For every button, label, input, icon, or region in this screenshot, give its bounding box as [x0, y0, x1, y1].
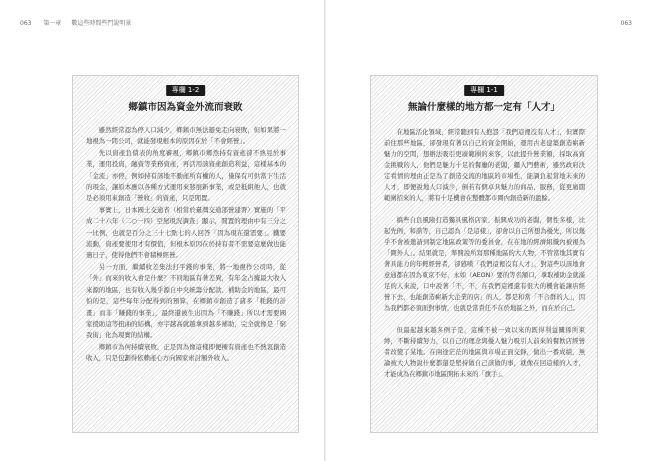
column-box-right — [370, 75, 598, 433]
paragraph: 在地區活化領域，經常聽到有人抱怨「我們這裡沒有人才」，但實際前往那些地區，卻發現有著以自己的資金開始，運用古老建築創造嶄新魅力的空間，想辦法吸引更廣範圍的來客，以此提升營業額，採取高資金挑戰的人，他們是魅力十足的餐廳的老闆，攝入門藝術，雖然政府決定看情的理由正是為了創造交流的地區的市場性，能調負起當地未來的人才，即便說地人口減少，倒若有個卓具魅力的商品、服務，從更廣闊範圍招來的人，將有十足機會在整體都市圈內創造新的盈餘。 — [384, 129, 585, 202]
chapter-title: 數這些時間些門說明景 — [71, 20, 132, 27]
paragraph: 先以資產負債表的角度審視，鄉鎮市鄉然持有資產卻不熟見於事業，運用投資，融資等業務資產，再活用該資產創造利益，這樣基本的「金流」亦停，例如持有該地不動產所有權的人，僅保有可供當下生活的現金，讓原本應以各種方式運用來發展新事業，或是抵組他人，也就是必須用來創造「營收」的資產，只是閒置。 — [86, 148, 286, 203]
paragraph: 雖然經常認為停人口減少，鄉鎮市無法避免走向衰敗，但如果將一地視為一間公司，就能發現根本的原因在於「不會經營」。 — [86, 126, 286, 146]
chapter-label: 第一章 — [43, 20, 62, 27]
paragraph: 搞些自負風險打造獨具風格店家、振興成功的老闆，個性多樣，比起先例，和諧等，自己認為「是這樣」，卻會以自己所想為優先，所以幾乎不會被邀請到制定地區政策等的委員會，在在地的經濟組織內被視為「圈外人」。結果就是，準開說所寫那種地區的大人物，不管當地其實有著具能力的年輕經營者，卻感嘆「我們這裡沒有人才」，對這些以該地會意通都在因為東京不好，永如（AEON）要的等名額口，拿取補助金就滿足的人來說，口中說著「不，不，在我們這裡還有很大的機會能讓店經營下去，也能創造嶄新大企業的店」的人，都是和當「不合群的人」，因為我們都必須面對事情，也就是當責任不在於地區之外，而在於自己。 — [384, 217, 585, 312]
paragraph: 但最起越來越多例子是，這種不被一致以來的既得利益關係所束縛，不斷持續努力，以自己的理念與優人魅力吸引人前來的餐飲店經營者改變了某地。在兩途茫茫的地區與市場正面交鋒，做出一番成績，無論被大人物說什麼都還是堅持做自己該做的事，就像在回這樣的人才，才能成為在鄉鎮市地區開拓未來的「旗手」。 — [384, 327, 585, 378]
paragraph: 另一方面，繼續收差集法打平錢的事業，將一地視作公司時，從「外」而來的收入會是什麼？不同地區有著差異，有年金占據最大收入來源的地區，也有收入幾乎源自中央統籌分配款、補助金的地區，最可怕的是，這些每年分配得到的預算，在鄉鎮市創造了諸多「耗錢的計畫」而非「賺錢的事業」，最終還被生出因為「不賺錢」所以才需要國家援助這等扭曲的結構，亦字越高就越拿到越多補助，完全就像是「窮我街」化為現實的結構。 — [86, 262, 286, 340]
page-number-right: 063 — [620, 20, 632, 27]
paragraph: 事實上，日本國土交通省（相當於臺灣交通部營建署）實施的「平成二十六年（二○一四）空屋現況調查」顯示，閒置的理由中有三分之一比例，也就是百分之三十七點七的人回答「因為現在還需要」。鐵要流動，資產要使用才有價值，但根本原因在於持有者不需要這麼做也能過日子，使得他們不會積極經營。 — [86, 205, 286, 260]
column-body — [86, 125, 286, 365]
column-body — [384, 127, 585, 380]
column-title: 鄉鎮市因為資金外流而衰敗 — [128, 102, 243, 113]
column-tag: 專欄 1-1 — [464, 85, 504, 96]
page-number-left: 063 — [20, 20, 32, 27]
column-title: 無論什麼樣的地方都一定有「人才」 — [407, 102, 560, 113]
paragraph: 鄉鎮市為何持續衰敗，正是因為像這樣即便擁有資產也不熱衷創造收入，只是包劃得依賴產心方向國家索討額外收入。 — [86, 342, 286, 363]
header-left — [20, 18, 131, 30]
column-box-left — [72, 75, 299, 433]
book-gutter — [324, 0, 326, 461]
header-right — [621, 18, 632, 30]
column-tag: 專欄 1-2 — [166, 85, 206, 96]
